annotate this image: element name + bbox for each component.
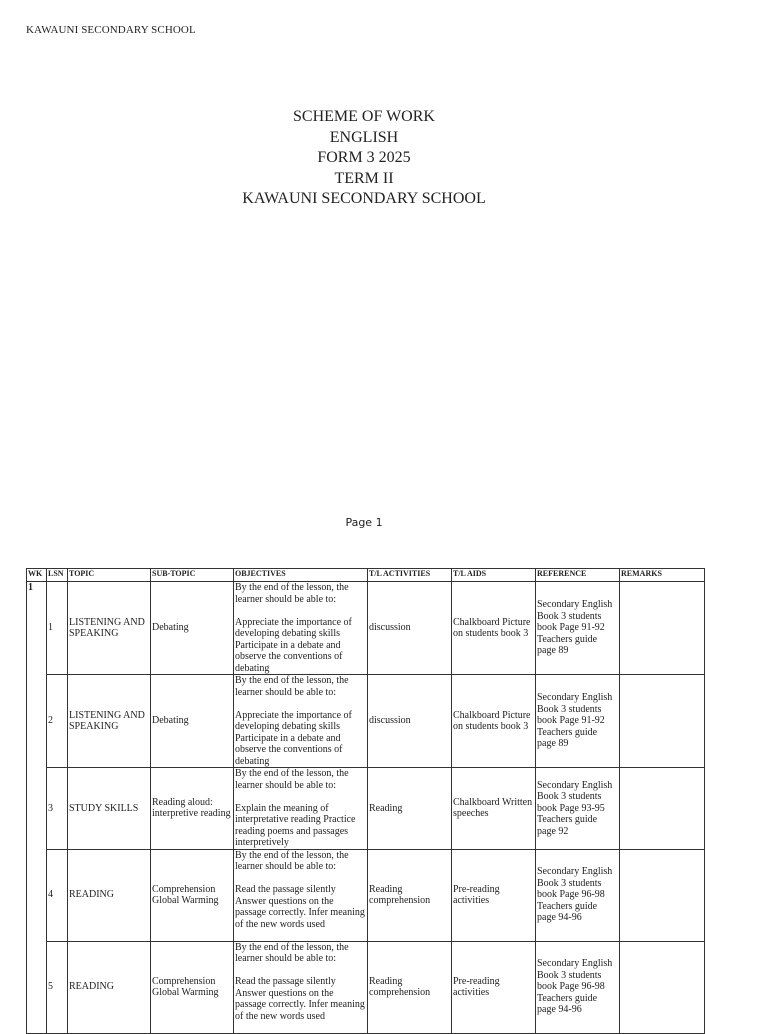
aids-cell: Chalkboard Picture on students book 3 [452, 582, 536, 675]
activities-cell: discussion [368, 582, 452, 675]
activities-cell: discussion [368, 675, 452, 768]
header-wk: WK [27, 569, 47, 582]
table-row [27, 582, 705, 675]
objectives-cell [234, 582, 368, 675]
reference-cell: Secondary English Book 3 students book Page 96-98 Teachers guide page 94-96 [536, 941, 620, 1033]
subtopic-cell: Comprehension Global Warming [151, 849, 234, 941]
topic-cell: READING [68, 941, 151, 1033]
objectives-cell [234, 941, 368, 1033]
objectives-intro: By the end of the lesson, the learner should be able to: [235, 941, 349, 964]
remarks-cell [620, 941, 705, 1033]
objectives-points: Read the passage silently Answer questions on the passage correctly. Infer meaning of the new words used [235, 884, 365, 930]
school-header: KAWAUNI SECONDARY SCHOOL [26, 24, 196, 36]
reference-cell: Secondary English Book 3 students book Page 96-98 Teachers guide page 94-96 [536, 849, 620, 941]
remarks-cell [620, 849, 705, 941]
reference-cell: Secondary English Book 3 students book Page 93-95 Teachers guide page 92 [536, 768, 620, 850]
table-row [27, 849, 705, 941]
objectives-points: Appreciate the importance of developing debating skills Participate in a debate and observe the conventions of debating [235, 616, 352, 674]
subtopic-cell: Debating [151, 675, 234, 768]
topic-cell: LISTENING AND SPEAKING [68, 582, 151, 675]
title-line: ENGLISH [329, 128, 399, 146]
objectives-intro: By the end of the lesson, the learner should be able to: [235, 675, 349, 698]
header-objectives: OBJECTIVES [234, 569, 368, 582]
week-cell: 1 [27, 582, 47, 1034]
title-line: FORM 3 2025 [317, 149, 411, 166]
title-line: TERM II [334, 169, 394, 187]
remarks-cell [620, 768, 705, 850]
header-activities: T/L ACTIVITIES [368, 569, 452, 582]
lesson-cell: 3 [47, 768, 68, 850]
subtopic-cell: Debating [151, 582, 234, 675]
header-topic: TOPIC [68, 569, 151, 582]
remarks-cell [620, 582, 705, 675]
header-remarks: REMARKS [620, 569, 705, 582]
subtopic-cell: Reading aloud: interpretive reading [151, 768, 234, 850]
topic-cell: STUDY SKILLS [68, 768, 151, 850]
header-reference: REFERENCE [536, 569, 620, 582]
table-row [27, 675, 705, 768]
objectives-cell [234, 849, 368, 941]
objectives-intro: By the end of the lesson, the learner should be able to: [235, 849, 349, 872]
objectives-intro: By the end of the lesson, the learner should be able to: [235, 582, 349, 605]
table-header-row [27, 569, 705, 582]
header-subtopic: SUB-TOPIC [151, 569, 234, 582]
lesson-cell: 5 [47, 941, 68, 1033]
aids-cell: Chalkboard Written speeches [452, 768, 536, 850]
reference-cell: Secondary English Book 3 students book Page 91-92 Teachers guide page 89 [536, 675, 620, 768]
subtopic-cell: Comprehension Global Warming [151, 941, 234, 1033]
header-lsn: LSN [47, 569, 68, 582]
header-aids: T/L AIDS [452, 569, 536, 582]
title-line: KAWAUNI SECONDARY SCHOOL [242, 190, 486, 207]
objectives-cell [234, 675, 368, 768]
aids-cell: Pre-reading activities [452, 941, 536, 1033]
topic-cell: LISTENING AND SPEAKING [68, 675, 151, 768]
objectives-points: Appreciate the importance of developing debating skills Participate in a debate and observe the conventions of debating [235, 709, 352, 767]
activities-cell: Reading comprehension [368, 849, 452, 941]
objectives-cell [234, 768, 368, 850]
reference-cell: Secondary English Book 3 students book Page 91-92 Teachers guide page 89 [536, 582, 620, 675]
aids-cell: Pre-reading activities [452, 849, 536, 941]
scheme-table [26, 568, 705, 1034]
activities-cell: Reading comprehension [368, 941, 452, 1033]
remarks-cell [620, 675, 705, 768]
table-row [27, 768, 705, 850]
aids-cell: Chalkboard Picture on students book 3 [452, 675, 536, 768]
objectives-points: Read the passage silently Answer questions on the passage correctly. Infer meaning of the new words used [235, 976, 365, 1022]
title-line: SCHEME OF WORK [293, 108, 435, 125]
objectives-points: Explain the meaning of interpretative reading Practice reading poems and passages interpretively [235, 802, 356, 848]
lesson-cell: 4 [47, 849, 68, 941]
table-row [27, 941, 705, 1033]
lesson-cell: 2 [47, 675, 68, 768]
page-number: Page 1 [345, 516, 383, 529]
topic-cell: READING [68, 849, 151, 941]
objectives-intro: By the end of the lesson, the learner should be able to: [235, 768, 349, 791]
lesson-cell: 1 [47, 582, 68, 675]
activities-cell: Reading [368, 768, 452, 850]
document-title [0, 107, 728, 210]
